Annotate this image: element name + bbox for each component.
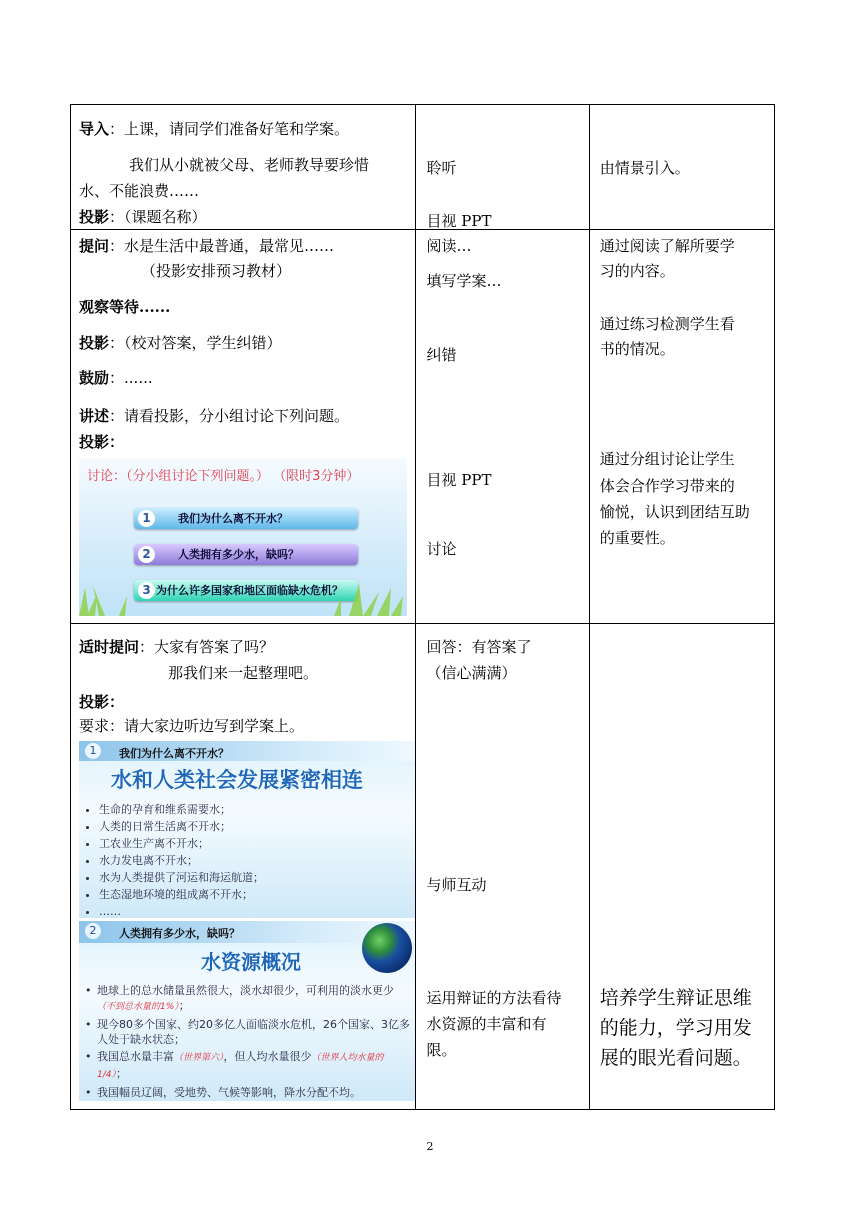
teacher-activity-cell — [71, 105, 416, 230]
list-item: • 地球上的总水储量虽然很大，淡水却很少，可利用的淡水更少（不到总水量的1%）； — [85, 983, 411, 1015]
text-line: 水资源的丰富和有 — [426, 1015, 547, 1033]
text-line: 通过分组讨论让学生 — [599, 450, 735, 468]
list-item: • 我国幅员辽阔，受地势、气候等影响，降水分配不均。 — [85, 1085, 411, 1100]
slide-title: 水资源概况 — [201, 950, 301, 974]
list-item: • 现今80多个国家、约20多亿人面临淡水危机，26个国家、3亿多人处于缺水状态； — [85, 1017, 411, 1047]
design-intent-cell — [589, 105, 774, 230]
list-item: • 工农业生产离不开水； — [99, 835, 264, 852]
text-line: 水、不能浪费…… — [79, 182, 200, 200]
text-line: 阅读… — [426, 237, 472, 255]
list-item: • …… — [99, 903, 264, 918]
timely-question-line: 适时提问：大家有答案了吗？ — [79, 638, 275, 656]
text-line: 那我们来一起整理吧。 — [168, 664, 319, 682]
text-line: 体会合作学习带来的 — [599, 477, 735, 495]
question-line: 提问：水是生活中最普通，最常见…… — [79, 237, 335, 255]
text-line: 我们从小就被父母、老师教导要珍惜 — [129, 156, 370, 174]
list-item: • 我国总水量丰富（世界第六），但人均水量很少（世界人均水量的1/4）； — [85, 1049, 411, 1083]
text-line: 的重要性。 — [599, 529, 675, 547]
text-line: （投影安排预习教材） — [141, 262, 292, 280]
slide-title: 水和人类社会发展紧密相连 — [111, 768, 363, 792]
text-line: 填写学案… — [426, 272, 502, 290]
grass-decoration — [79, 582, 407, 616]
slide-bullet-list — [85, 983, 411, 1101]
text-line: 目视 PPT — [426, 471, 492, 489]
text-line: 纠错 — [426, 346, 457, 364]
teacher-activity-cell — [71, 624, 416, 1110]
text-line: 投影： — [79, 433, 125, 451]
question-pill-3: 3 为什么许多国家和地区面临缺水危机？ — [134, 580, 358, 601]
text-line: 运用辩证的方法看待 — [426, 989, 562, 1007]
table-row — [71, 105, 775, 230]
text-line: （信心满满） — [426, 664, 517, 682]
text-line: 目视 PPT — [426, 212, 492, 230]
student-activity-cell — [416, 230, 589, 624]
list-item: • 水为人类提供了河运和海运航道； — [99, 869, 264, 886]
projection-line: 投影：（课题名称） — [79, 208, 207, 226]
text-line: 由情景引入。 — [599, 159, 690, 177]
encourage-line: 鼓励：...... — [79, 369, 153, 387]
list-item: • 生命的孕育和维系需要水； — [99, 801, 264, 818]
question-pill-2: 2 人类拥有多少水，缺吗？ — [134, 544, 358, 565]
slide-bullet-list — [83, 801, 264, 918]
narrate-line: 讲述：请看投影，分小组讨论下列问题。 — [79, 407, 350, 425]
lesson-plan-table — [70, 104, 775, 1110]
list-item: • 生态湿地环境的组成离不开水； — [99, 886, 264, 903]
text-line: 通过练习检测学生看 — [599, 315, 735, 333]
slide-title-bar: 1 我们为什么离不开水？ — [79, 741, 415, 761]
design-intent-cell — [589, 230, 774, 624]
student-activity-cell — [416, 624, 589, 1110]
teacher-activity-cell — [71, 230, 416, 624]
design-intent-cell — [589, 624, 774, 1110]
text-line: 聆听 — [426, 159, 457, 177]
projection-line: 投影：（校对答案，学生纠错） — [79, 334, 282, 352]
text-line: 要求：请大家边听边写到学案上。 — [79, 717, 305, 735]
text-line: 通过阅读了解所要学 — [599, 237, 735, 255]
earth-globe-icon — [362, 923, 412, 973]
water-importance-slide — [79, 741, 415, 918]
text-line: 讨论 — [426, 540, 457, 558]
table-row — [71, 230, 775, 624]
question-pill-1: 1 我们为什么离不开水？ — [134, 508, 358, 529]
intro-line: 导入：上课，请同学们准备好笔和学案。 — [79, 120, 350, 138]
text-line: 限。 — [426, 1041, 457, 1059]
text-line: 书的情况。 — [599, 340, 675, 358]
discussion-slide — [79, 458, 407, 616]
text-line: 投影： — [79, 693, 125, 711]
slide-heading: 讨论：（分小组讨论下列问题。） （限时3分钟） — [87, 469, 360, 484]
text-line: 的能力，学习用发 — [599, 1017, 752, 1039]
list-item: • 水力发电离不开水； — [99, 852, 264, 869]
text-line: 与师互动 — [426, 876, 487, 894]
water-resources-slide — [79, 921, 415, 1101]
text-line: 习的内容。 — [599, 262, 675, 280]
table-row — [71, 624, 775, 1110]
text-line: 回答：有答案了 — [426, 638, 532, 656]
list-item: • 人类的日常生活离不开水； — [99, 818, 264, 835]
slide-title-bar: 2 人类拥有多少水，缺吗？ — [79, 921, 415, 943]
text-line: 培养学生辩证思维 — [599, 987, 752, 1009]
text-line: 展的眼光看问题。 — [599, 1047, 752, 1069]
page-number: 2 — [426, 1140, 434, 1153]
text-line: 愉悦，认识到团结互助 — [599, 503, 750, 521]
student-activity-cell — [416, 105, 589, 230]
label-intro: 导入 — [79, 120, 110, 138]
text-line: 观察等待...... — [79, 298, 171, 316]
